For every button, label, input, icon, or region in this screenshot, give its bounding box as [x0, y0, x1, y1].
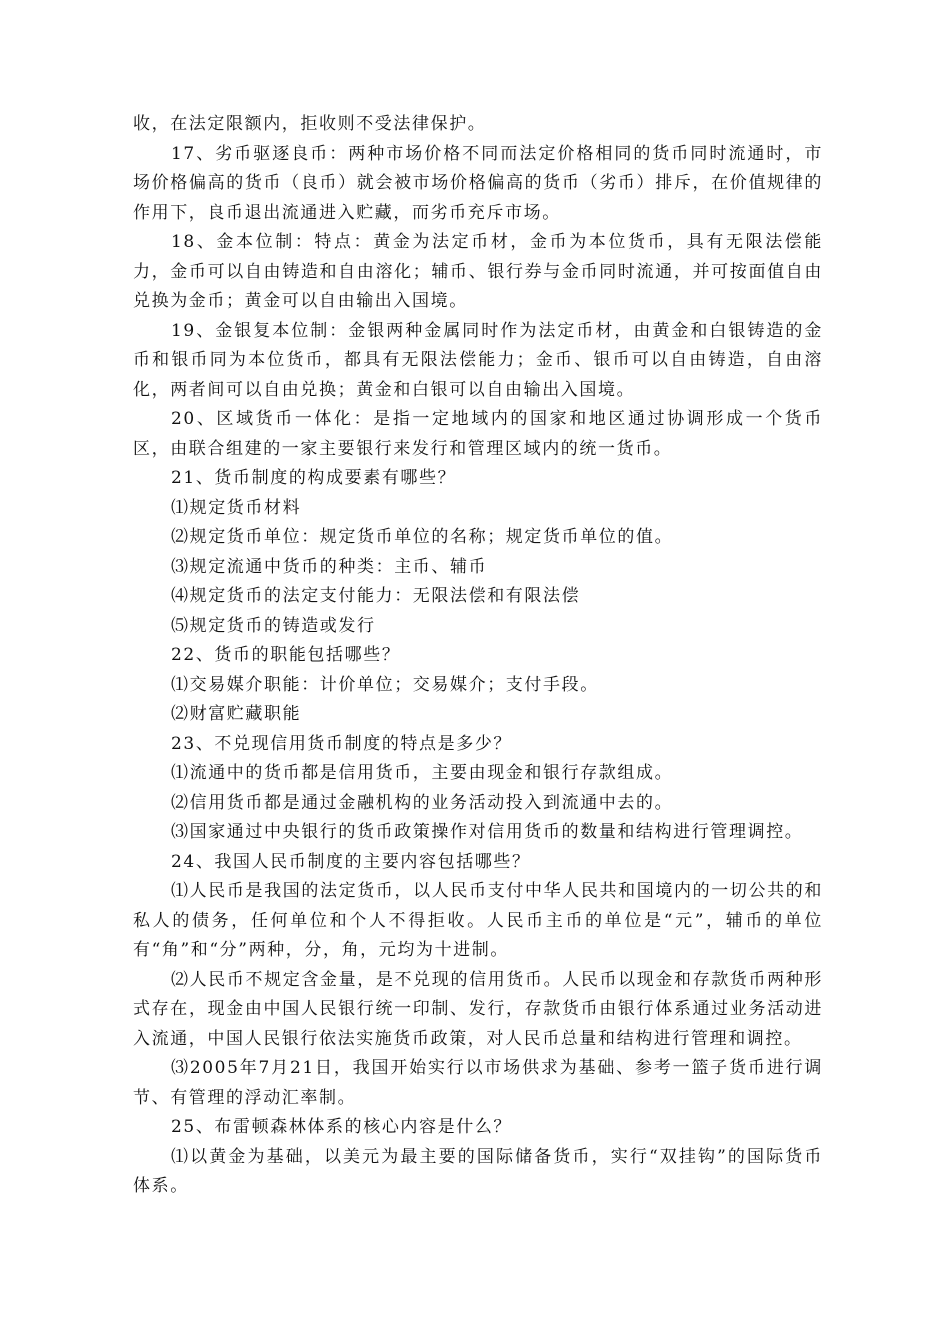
answer-23-3: ⑶国家通过中央银行的货币政策操作对信用货币的数量和结构进行管理调控。: [171, 822, 804, 842]
answer-21-1: ⑴规定货币材料: [171, 497, 302, 518]
paragraph-item-18: 18、金本位制：特点：黄金为法定币材，金币为本位货币，具有无限法偿能力，金币可以自由铸造和自由溶化；辅币、银行券与金币同时流通，并可按面值自由兑换为金币；黄金可以自由输出入国境。: [133, 232, 823, 311]
answer-22-1: ⑴交易媒介职能：计价单位；交易媒介；支付手段。: [171, 674, 599, 695]
question-22: 22、货币的职能包括哪些？: [171, 645, 401, 665]
question-25: 25、布雷顿森林体系的核心内容是什么？: [171, 1117, 513, 1137]
answer-25-1: ⑴以黄金为基础，以美元为最主要的国际储备货币，实行“双挂钩”的国际货币体系。: [133, 1146, 823, 1196]
document-body: [133, 110, 823, 1202]
paragraph-continuation: 收，在法定限额内，拒收则不受法律保护。: [133, 114, 487, 134]
paragraph-item-19: 19、金银复本位制：金银两种金属同时作为法定币材，由黄金和白银铸造的金币和银币同为本位货币，都具有无限法偿能力；金币、银币可以自由铸造，自由溶化，两者间可以自由兑换；黄金和白银可以自由输出入国境。: [133, 320, 823, 400]
question-23: 23、不兑现信用货币制度的特点是多少？: [171, 733, 513, 754]
paragraph-item-17: 17、劣币驱逐良币：两种市场价格不同而法定价格相同的货币同时流通时，市场价格偏高的货币（良币）就会被市场价格偏高的货币（劣币）排斥，在价值规律的作用下，良币退出流通进入贮藏，而劣币充斥市场。: [133, 143, 823, 223]
answer-24-3: ⑶2005年7月21日，我国开始实行以市场供求为基础、参考一篮子货币进行调节、有管理的浮动汇率制。: [133, 1058, 823, 1108]
answer-24-1: ⑴人民币是我国的法定货币，以人民币支付中华人民共和国境内的一切公共的和私人的债务，任何单位和个人不得拒收。人民币主币的单位是“元”，辅币的单位有“角”和“分”两种，分，角，元均为十进制。: [133, 881, 823, 960]
answer-21-4: ⑷规定货币的法定支付能力：无限法偿和有限法偿: [171, 586, 581, 606]
answer-22-2: ⑵财富贮藏职能: [171, 704, 302, 724]
question-24: 24、我国人民币制度的主要内容包括哪些？: [171, 851, 531, 872]
answer-21-2: ⑵规定货币单位：规定货币单位的名称；规定货币单位的值。: [171, 527, 674, 547]
answer-21-3: ⑶规定流通中货币的种类：主币、辅币: [171, 556, 488, 577]
answer-24-2: ⑵人民币不规定含金量，是不兑现的信用货币。人民币以现金和存款货币两种形式存在，现金由中国人民银行统一印制、发行，存款货币由银行体系通过业务活动进入流通，中国人民银行依法实施货币政策，对人民币总量和结构进行管理和调控。: [133, 969, 823, 1049]
paragraph-item-20: 20、区域货币一体化：是指一定地域内的国家和地区通过协调形成一个货币区，由联合组建的一家主要银行来发行和管理区域内的统一货币。: [133, 409, 823, 459]
answer-21-5: ⑸规定货币的铸造或发行: [171, 615, 376, 636]
question-21: 21、货币制度的构成要素有哪些？: [171, 468, 457, 488]
answer-23-1: ⑴流通中的货币都是信用货币，主要由现金和银行存款组成。: [171, 763, 674, 783]
answer-23-2: ⑵信用货币都是通过金融机构的业务活动投入到流通中去的。: [171, 792, 674, 813]
